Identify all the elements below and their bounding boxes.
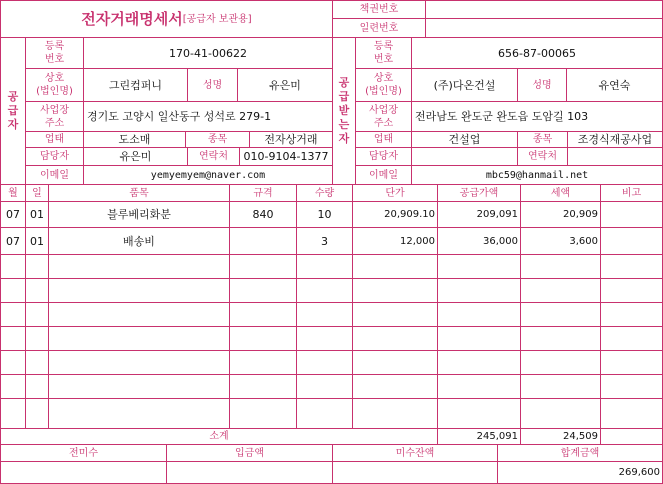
grid-line xyxy=(0,278,663,279)
subtotal-supply: 245,091 xyxy=(476,431,518,442)
buyer-email-label: 이메일 xyxy=(369,169,398,181)
supplier-business-item-label: 종목 xyxy=(207,134,228,145)
supplier-phone-value: 010-9104-1377 xyxy=(243,150,329,163)
buyer-manager-value xyxy=(412,148,517,165)
buyer-side-label-char: 자 xyxy=(338,132,350,145)
items-row-1-col-0: 07 xyxy=(6,234,20,248)
serial-number-label: 일련번호 xyxy=(359,22,399,34)
buyer-business-item-value: 조경식재공사업 xyxy=(577,133,653,146)
items-row-1-col-4: 3 xyxy=(321,234,328,248)
buyer-company-label-line: 상호 xyxy=(373,73,394,84)
footer-value-3: 269,600 xyxy=(618,467,660,478)
footer-label-3: 합계금액 xyxy=(560,447,600,459)
supplier-name-label: 성명 xyxy=(202,79,223,91)
supplier-address-value: 경기도 고양시 일산동구 성석로 279-1 xyxy=(87,110,272,123)
supplier-company-label-line: (법인명) xyxy=(36,86,73,97)
grid-line xyxy=(0,302,663,303)
supplier-company-value: 그린컴퍼니 xyxy=(108,78,163,92)
footer-value-1 xyxy=(167,462,332,483)
items-row-1-col-1: 01 xyxy=(30,234,44,248)
subtotal-label: 소계 xyxy=(209,431,229,442)
items-row-0-col-3: 840 xyxy=(252,208,274,221)
items-header-7: 세액 xyxy=(550,187,571,199)
footer-label-0: 전미수 xyxy=(69,447,98,459)
supplier-email-label: 이메일 xyxy=(40,169,69,181)
supplier-address-label-line: 사업장 xyxy=(40,104,69,116)
supplier-email-value: yemyemyem@naver.com xyxy=(150,169,266,181)
buyer-company-value: (주)다온건설 xyxy=(433,78,496,92)
items-row-1-col-6: 36,000 xyxy=(483,235,518,247)
items-row-0-col-2: 블루베리화분 xyxy=(107,208,171,221)
supplier-business-type-value: 도소매 xyxy=(118,133,151,146)
supplier-name-value: 유은미 xyxy=(269,78,301,92)
items-header-3: 규격 xyxy=(253,187,273,199)
buyer-business-type-value: 건설업 xyxy=(448,133,481,146)
supplier-manager-label: 담당자 xyxy=(40,151,69,162)
items-header-4: 수량 xyxy=(314,187,335,199)
grid-line xyxy=(600,428,601,445)
buyer-reg-no-label xyxy=(356,38,411,68)
items-row-0-col-7: 20,909 xyxy=(563,209,598,220)
items-header-6: 공급가액 xyxy=(459,187,499,199)
supplier-side-label xyxy=(1,38,25,184)
supplier-business-type-label: 업태 xyxy=(44,134,65,145)
grid-line xyxy=(0,398,663,399)
buyer-phone-label: 연락처 xyxy=(528,151,557,162)
buyer-company-label-line: (법인명) xyxy=(365,86,402,97)
supplier-address-label xyxy=(26,102,83,131)
buyer-address-label-line: 사업장 xyxy=(369,104,398,116)
buyer-side-label-char: 는 xyxy=(338,118,350,131)
supplier-phone-label: 연락처 xyxy=(199,151,228,162)
grid-line xyxy=(0,374,663,375)
buyer-side-label-char: 받 xyxy=(338,104,350,117)
buyer-manager-label: 담당자 xyxy=(369,151,398,162)
grid-line xyxy=(0,326,663,327)
supplier-business-item-value: 전자상거래 xyxy=(264,133,318,146)
supplier-manager-value: 유은미 xyxy=(119,150,152,163)
buyer-reg-no-value: 656-87-00065 xyxy=(498,46,576,60)
items-row-0-col-8 xyxy=(601,202,662,227)
book-number-value xyxy=(426,1,662,18)
items-header-0: 월 xyxy=(8,187,18,199)
footer-value-0 xyxy=(1,462,166,483)
buyer-phone-value xyxy=(568,148,662,165)
items-header-1: 일 xyxy=(32,187,42,199)
items-row-0-col-4: 10 xyxy=(317,208,332,221)
buyer-name-label: 성명 xyxy=(532,79,552,91)
document-title xyxy=(1,1,332,37)
grid-line xyxy=(0,254,663,255)
items-row-1-col-7: 3,600 xyxy=(569,235,598,247)
document-title-sub: [공급자 보관용] xyxy=(182,13,252,25)
buyer-name-value: 유연숙 xyxy=(598,78,631,92)
supplier-side-label-char: 급 xyxy=(7,104,19,117)
buyer-address-label-line: 주소 xyxy=(373,117,394,129)
buyer-address-label xyxy=(356,102,411,131)
items-row-0-col-0: 07 xyxy=(6,208,20,221)
items-row-1-col-5: 12,000 xyxy=(400,235,435,247)
buyer-business-item-label: 종목 xyxy=(532,134,553,145)
buyer-reg-no-label-line: 등록 xyxy=(373,41,394,52)
items-header-8: 비고 xyxy=(621,187,642,199)
items-row-1-col-2: 배송비 xyxy=(123,234,155,248)
supplier-company-label xyxy=(26,69,83,101)
buyer-email-value: mbc59@hanmail.net xyxy=(485,169,589,181)
book-number-label: 책권번호 xyxy=(359,4,399,15)
buyer-side-label xyxy=(333,38,355,184)
supplier-company-label-line: 상호 xyxy=(44,73,65,84)
document-title-main: 전자거래명세서 xyxy=(81,9,183,28)
supplier-reg-no-label-line: 번호 xyxy=(44,54,65,65)
buyer-business-type-label: 업태 xyxy=(373,134,394,145)
buyer-side-label-char: 공 xyxy=(338,76,350,89)
supplier-reg-no-label-line: 등록 xyxy=(44,41,65,52)
supplier-side-label-char: 공 xyxy=(7,90,19,103)
supplier-reg-no-value: 170-41-00622 xyxy=(169,46,247,60)
supplier-address-label-line: 주소 xyxy=(44,117,65,129)
footer-label-1: 입금액 xyxy=(235,447,264,459)
items-header-5: 단가 xyxy=(385,187,405,199)
buyer-reg-no-label-line: 번호 xyxy=(373,54,394,65)
items-header-2: 품목 xyxy=(129,187,149,199)
grid-line xyxy=(0,350,663,351)
subtotal-tax: 24,509 xyxy=(563,431,598,442)
supplier-reg-no-label xyxy=(26,38,83,68)
items-row-1-col-3 xyxy=(230,228,296,254)
items-row-1-col-8 xyxy=(601,228,662,254)
serial-number-value xyxy=(426,19,662,37)
footer-label-2: 미수잔액 xyxy=(395,447,435,459)
items-row-0-col-6: 209,091 xyxy=(476,209,518,220)
buyer-company-label xyxy=(356,69,411,101)
items-row-0-col-5: 20,909.10 xyxy=(384,209,435,220)
buyer-side-label-char: 급 xyxy=(338,90,350,103)
footer-value-2 xyxy=(333,462,497,483)
items-row-0-col-1: 01 xyxy=(30,208,44,221)
buyer-address-value: 전라남도 완도군 완도읍 도암길 103 xyxy=(415,110,589,123)
supplier-side-label-char: 자 xyxy=(7,118,19,131)
